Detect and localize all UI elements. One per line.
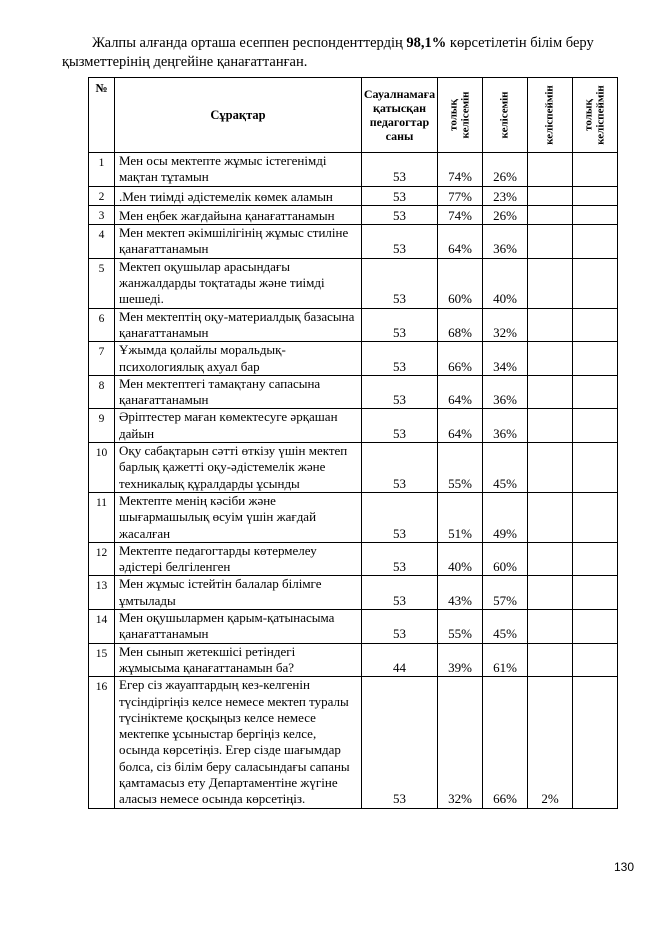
cell-num: 12 (89, 542, 115, 576)
cell-agree: 45% (483, 443, 528, 493)
cell-agree: 26% (483, 153, 528, 187)
cell-question: Мен сынып жетекшісі ретіндегі жұмысыма қанағаттанамын ба? (115, 643, 362, 677)
cell-num: 10 (89, 443, 115, 493)
cell-agree: 57% (483, 576, 528, 610)
cell-agree: 32% (483, 308, 528, 342)
table-row (89, 225, 618, 259)
cell-count: 53 (362, 375, 438, 409)
cell-fully-disagree (573, 375, 618, 409)
cell-num: 9 (89, 409, 115, 443)
cell-count: 53 (362, 576, 438, 610)
cell-disagree (528, 542, 573, 576)
cell-count: 53 (362, 153, 438, 187)
cell-question: Мен оқушылармен қарым-қатынасыма қанағаттанамын (115, 610, 362, 644)
cell-fully-disagree (573, 409, 618, 443)
cell-num: 3 (89, 205, 115, 224)
cell-fully-agree: 55% (438, 610, 483, 644)
table-row (89, 308, 618, 342)
table-row (89, 375, 618, 409)
table-row (89, 643, 618, 677)
header-fully-disagree: толық келіспеймін (573, 78, 618, 153)
cell-num: 11 (89, 492, 115, 542)
table-row (89, 576, 618, 610)
cell-count: 53 (362, 443, 438, 493)
table-row (89, 342, 618, 376)
intro-paragraph (62, 34, 622, 72)
cell-fully-agree: 64% (438, 375, 483, 409)
cell-fully-disagree (573, 677, 618, 808)
cell-question: .Мен тиімді әдістемелік көмек аламын (115, 186, 362, 205)
table-row (89, 205, 618, 224)
header-num: № (89, 78, 115, 153)
cell-fully-disagree (573, 443, 618, 493)
cell-fully-agree: 77% (438, 186, 483, 205)
cell-question: Мен осы мектепте жұмыс істегенімді мақтан тұтамын (115, 153, 362, 187)
header-agree: келісемін (483, 78, 528, 153)
cell-disagree (528, 342, 573, 376)
cell-disagree (528, 492, 573, 542)
cell-question: Оқу сабақтарын сәтті өткізу үшін мектеп барлық қажетті оқу-әдістемелік және техникалық құралдарды ұсынды (115, 443, 362, 493)
cell-fully-agree: 43% (438, 576, 483, 610)
cell-count: 53 (362, 308, 438, 342)
cell-fully-disagree (573, 492, 618, 542)
cell-disagree (528, 409, 573, 443)
cell-agree: 36% (483, 409, 528, 443)
cell-num: 13 (89, 576, 115, 610)
cell-question: Мен еңбек жағдайына қанағаттанамын (115, 205, 362, 224)
cell-num: 4 (89, 225, 115, 259)
cell-fully-agree: 40% (438, 542, 483, 576)
cell-disagree (528, 375, 573, 409)
cell-count: 53 (362, 225, 438, 259)
cell-question: Мектепте педагогтарды көтермелеу әдістері белгіленген (115, 542, 362, 576)
cell-fully-agree: 66% (438, 342, 483, 376)
cell-agree: 49% (483, 492, 528, 542)
cell-fully-disagree (573, 258, 618, 308)
cell-count: 44 (362, 643, 438, 677)
cell-num: 7 (89, 342, 115, 376)
cell-num: 14 (89, 610, 115, 644)
cell-fully-agree: 60% (438, 258, 483, 308)
cell-fully-agree: 55% (438, 443, 483, 493)
cell-count: 53 (362, 677, 438, 808)
cell-fully-disagree (573, 186, 618, 205)
cell-agree: 61% (483, 643, 528, 677)
table-row (89, 186, 618, 205)
cell-disagree (528, 186, 573, 205)
header-fully-agree: толық келісемін (438, 78, 483, 153)
cell-fully-disagree (573, 643, 618, 677)
cell-question: Мен мектептің оқу-материалдық базасына қанағаттанамын (115, 308, 362, 342)
cell-fully-disagree (573, 308, 618, 342)
cell-count: 53 (362, 342, 438, 376)
cell-num: 5 (89, 258, 115, 308)
cell-question: Мен мектептегі тамақтану сапасына қанағаттанамын (115, 375, 362, 409)
cell-fully-agree: 74% (438, 153, 483, 187)
cell-question: Егер сіз жауаптардың кез-келгенін түсіндіргіңіз келсе немесе мектеп туралы түсініктеме қосқыңыз келсе немесе мектепке ұсыныстар бергіңіз келсе, осында көрсетіңіз. Егер сізде шағымдар болса, сіз білім беру саласындағы сапаны қамтамасыз ету Департаментіне жүгіне аласыз немесе осында көрсетіңіз. (115, 677, 362, 808)
cell-agree: 34% (483, 342, 528, 376)
cell-num: 15 (89, 643, 115, 677)
cell-count: 53 (362, 409, 438, 443)
cell-question: Мектеп оқушылар арасындағы жанжалдарды тоқтатады және тиімді шешеді. (115, 258, 362, 308)
cell-fully-disagree (573, 610, 618, 644)
cell-disagree (528, 308, 573, 342)
cell-fully-disagree (573, 542, 618, 576)
cell-agree: 45% (483, 610, 528, 644)
header-count: Сауалнамаға қатысқан педагогтар саны (362, 78, 438, 153)
intro-text-after: көрсетілетін білім беру қызметтерінің деңгейіне қанағаттанған. (62, 35, 594, 70)
cell-disagree (528, 153, 573, 187)
cell-num: 2 (89, 186, 115, 205)
cell-question: Мен мектеп әкімшілігінің жұмыс стиліне қанағаттанамын (115, 225, 362, 259)
cell-fully-agree: 64% (438, 225, 483, 259)
cell-disagree (528, 205, 573, 224)
cell-fully-disagree (573, 205, 618, 224)
cell-fully-disagree (573, 153, 618, 187)
cell-fully-agree: 74% (438, 205, 483, 224)
cell-disagree: 2% (528, 677, 573, 808)
cell-disagree (528, 610, 573, 644)
cell-fully-agree: 39% (438, 643, 483, 677)
table-row (89, 409, 618, 443)
table-row (89, 153, 618, 187)
cell-disagree (528, 443, 573, 493)
table-row (89, 677, 618, 808)
cell-count: 53 (362, 205, 438, 224)
cell-fully-agree: 32% (438, 677, 483, 808)
table-row (89, 492, 618, 542)
table-row (89, 443, 618, 493)
cell-fully-agree: 51% (438, 492, 483, 542)
table-row (89, 542, 618, 576)
cell-num: 8 (89, 375, 115, 409)
cell-agree: 23% (483, 186, 528, 205)
cell-disagree (528, 225, 573, 259)
cell-agree: 60% (483, 542, 528, 576)
cell-disagree (528, 643, 573, 677)
cell-fully-disagree (573, 225, 618, 259)
cell-question: Мен жұмыс істейтін балалар білімге ұмтылады (115, 576, 362, 610)
header-question: Сұрақтар (115, 78, 362, 153)
cell-num: 1 (89, 153, 115, 187)
page-number: 130 (613, 860, 634, 874)
cell-agree: 66% (483, 677, 528, 808)
cell-question: Мектепте менің кәсіби және шығармашылық өсуім үшін жағдай жасалған (115, 492, 362, 542)
cell-question: Әріптестер маған көмектесуге әрқашан дайын (115, 409, 362, 443)
cell-count: 53 (362, 542, 438, 576)
cell-fully-agree: 68% (438, 308, 483, 342)
cell-count: 53 (362, 492, 438, 542)
cell-fully-disagree (573, 576, 618, 610)
cell-count: 53 (362, 186, 438, 205)
cell-question: Ұжымда қолайлы моральдық-психологиялық ахуал бар (115, 342, 362, 376)
cell-fully-agree: 64% (438, 409, 483, 443)
cell-num: 6 (89, 308, 115, 342)
cell-fully-disagree (573, 342, 618, 376)
intro-percent: 98,1% (406, 35, 447, 51)
survey-table (88, 77, 618, 809)
cell-agree: 36% (483, 225, 528, 259)
table-header-row (89, 78, 618, 153)
table-row (89, 258, 618, 308)
cell-count: 53 (362, 258, 438, 308)
intro-text-before: Жалпы алғанда орташа есеппен респонденттердің (92, 35, 403, 51)
cell-num: 16 (89, 677, 115, 808)
cell-agree: 26% (483, 205, 528, 224)
header-disagree: келіспеймін (528, 78, 573, 153)
cell-count: 53 (362, 610, 438, 644)
cell-disagree (528, 576, 573, 610)
cell-disagree (528, 258, 573, 308)
cell-agree: 36% (483, 375, 528, 409)
cell-agree: 40% (483, 258, 528, 308)
table-row (89, 610, 618, 644)
